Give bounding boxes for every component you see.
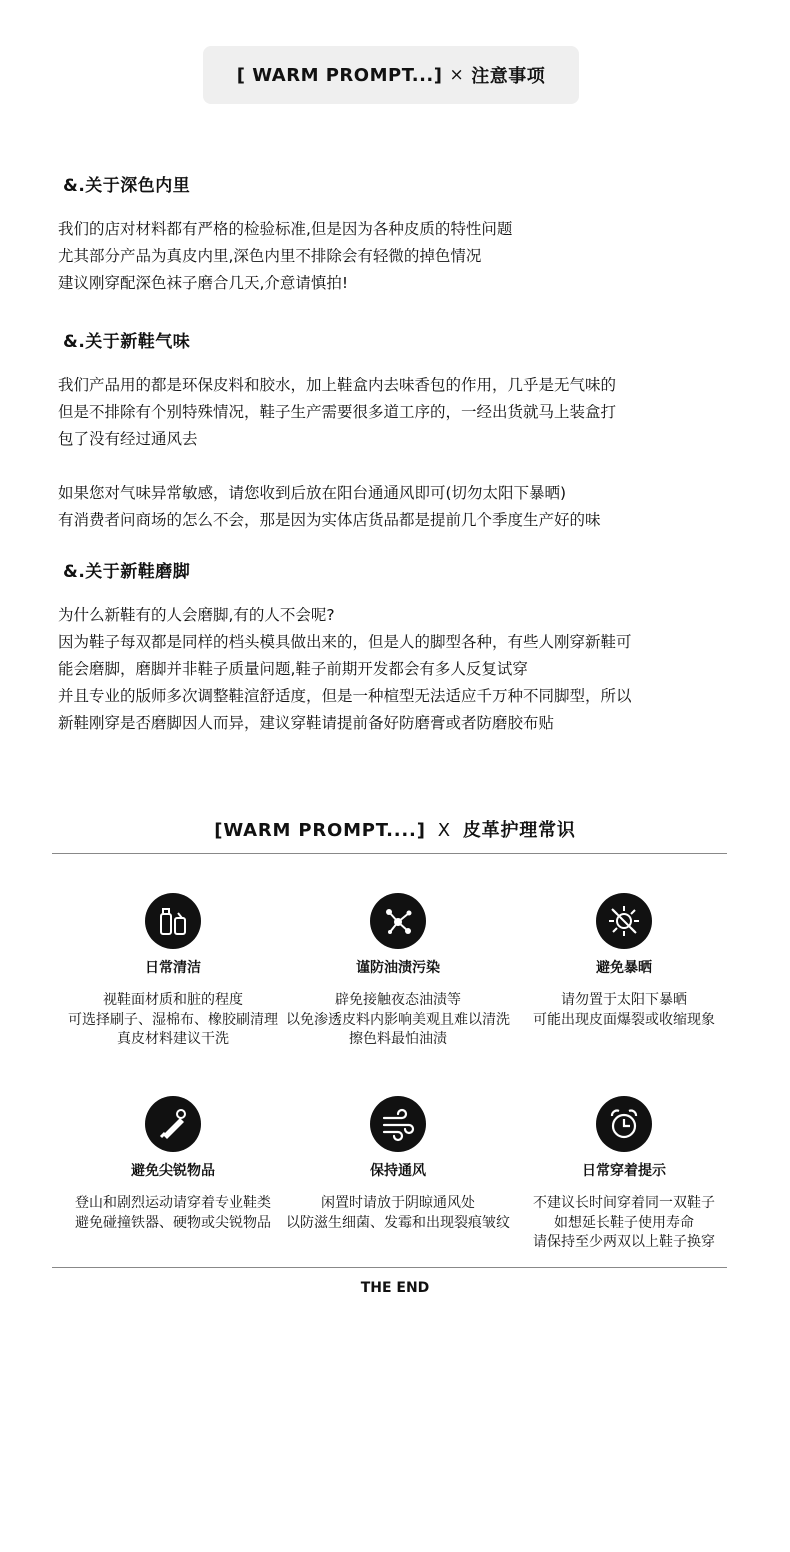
- desc-line: 辟免接触夜态油渍等: [335, 992, 461, 1008]
- desc-line: 请保持至少两双以上鞋子换穿: [533, 1234, 715, 1250]
- prompt-english: [ WARM PROMPT...]: [236, 64, 443, 86]
- text-line: 并且专业的版师多次调整鞋渲舒适度，但是一种楦型无法适应千万种不同脚型，所以: [58, 687, 632, 705]
- care-item-desc: [268, 991, 528, 1050]
- care-item-desc: [494, 991, 754, 1030]
- desc-line: 以防滋生细菌、发霉和出现裂痕皱纹: [286, 1214, 510, 1231]
- care-item-desc: [43, 991, 303, 1050]
- desc-line: 避免碰撞铁器、硬物或尖锐物品: [75, 1214, 271, 1231]
- section-body: [58, 602, 758, 737]
- care-separator: X: [437, 820, 451, 841]
- wind-icon: [370, 1096, 426, 1152]
- care-item-title: 避免暴晒: [596, 960, 652, 976]
- text-line: 但是不排除有个别特殊情况，鞋子生产需要很多道工序的，一经出货就马上装盒打: [58, 403, 617, 421]
- desc-line: 登山和剧烈运动请穿着专业鞋类: [75, 1195, 271, 1211]
- care-item-title: 日常清洁: [145, 960, 201, 976]
- section-body: [58, 216, 758, 297]
- care-item-wearing-tips: [494, 1096, 754, 1253]
- text-line: 为什么新鞋有的人会磨脚,有的人不会呢?: [58, 606, 335, 624]
- desc-line: 真皮材料建议干洗: [117, 1031, 229, 1047]
- desc-line: 闲置时请放于阴晾通风处: [321, 1195, 475, 1211]
- divider-top: [52, 853, 727, 854]
- leather-care-title: [0, 816, 790, 842]
- divider-bottom: [52, 1267, 727, 1268]
- section-dark-lining: [58, 171, 758, 297]
- text-line: 建议刚穿配深色袜子磨合几天,介意请慎拍!: [58, 274, 349, 292]
- section-title: &.关于新鞋气味: [63, 332, 191, 352]
- warm-prompt-banner: [203, 46, 579, 104]
- desc-line: 如想延长鞋子使用寿命: [554, 1214, 694, 1231]
- care-item-title: 日常穿着提示: [582, 1163, 666, 1179]
- section-title: &.关于新鞋磨脚: [63, 562, 191, 582]
- care-item-title: 谨防油渍污染: [356, 960, 440, 976]
- text-line: 我们的店对材料都有严格的检验标准,但是因为各种皮质的特性问题: [58, 220, 513, 238]
- care-item-title: 保持通风: [370, 1163, 426, 1179]
- desc-line: 以免渗透皮料内影响美观且难以清洗: [286, 1011, 510, 1028]
- text-line: 新鞋刚穿是否磨脚因人而异，建议穿鞋请提前备好防磨膏或者防磨胶布贴: [58, 714, 555, 732]
- text-line: 有消费者问商场的怎么不会，那是因为实体店货品都是提前几个季度生产好的味: [58, 511, 601, 529]
- care-prompt-chinese: 皮革护理常识: [462, 820, 576, 841]
- text-line: 因为鞋子每双都是同样的档头模具做出来的，但是人的脚型各种，有些人刚穿新鞋可: [58, 633, 632, 651]
- text-line: 能会磨脚，磨脚并非鞋子质量问题,鞋子前期开发都会有多人反复试穿: [58, 660, 528, 678]
- paragraph-gap: [58, 453, 758, 480]
- section-new-shoe-rubbing: [58, 557, 758, 737]
- sun-icon: [596, 893, 652, 949]
- care-item-oil-stain: [268, 893, 528, 1050]
- care-item-avoid-sharp: [43, 1096, 303, 1233]
- text-line: 如果您对气味异常敏感，请您收到后放在阳台通通风即可(切勿太阳下暴晒): [58, 484, 567, 502]
- prompt-chinese: 注意事项: [471, 66, 546, 87]
- text-line: 尤其部分产品为真皮内里,深色内里不排除会有轻微的掉色情况: [58, 247, 482, 265]
- desc-line: 擦色料最怕油渍: [349, 1031, 447, 1047]
- section-new-shoe-odor: [58, 327, 758, 534]
- cleaning-bottles-icon: [145, 893, 201, 949]
- desc-line: 可能出现皮面爆裂或收缩现象: [533, 1011, 715, 1028]
- section-title: &.关于深色内里: [63, 176, 191, 196]
- care-item-daily-cleaning: [43, 893, 303, 1050]
- care-item-title: 避免尖锐物品: [131, 1163, 215, 1179]
- care-item-desc: [494, 1194, 754, 1253]
- text-line: 包了没有经过通风去: [58, 430, 198, 448]
- care-prompt-english: [WARM PROMPT....]: [214, 820, 426, 841]
- section-body: [58, 372, 758, 534]
- care-item-avoid-sun: [494, 893, 754, 1030]
- alarm-clock-icon: [596, 1096, 652, 1152]
- oil-stain-icon: [370, 893, 426, 949]
- desc-line: 视鞋面材质和脏的程度: [103, 992, 243, 1008]
- care-item-desc: [268, 1194, 528, 1233]
- desc-line: 请勿置于太阳下暴晒: [561, 992, 687, 1008]
- care-item-ventilation: [268, 1096, 528, 1233]
- prompt-separator: ×: [449, 65, 465, 85]
- the-end-label: THE END: [360, 1280, 430, 1296]
- desc-line: 不建议长时间穿着同一双鞋子: [533, 1195, 715, 1211]
- text-line: 我们产品用的都是环保皮料和胶水，加上鞋盒内去味香包的作用，几乎是无气味的: [58, 376, 617, 394]
- care-item-desc: [43, 1194, 303, 1233]
- sharp-tool-icon: [145, 1096, 201, 1152]
- desc-line: 可选择刷子、湿棉布、橡胶刷清理: [68, 1011, 278, 1028]
